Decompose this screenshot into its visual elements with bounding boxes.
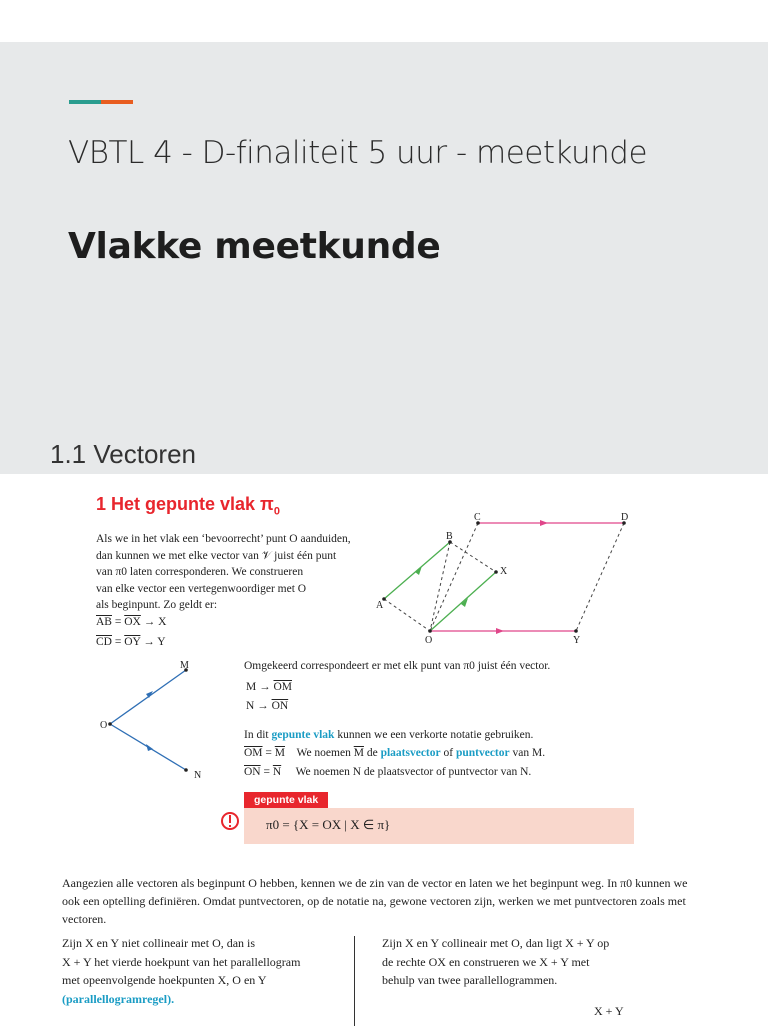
dashed-oc xyxy=(430,523,478,631)
accent-bar xyxy=(69,100,133,104)
map-m: $M \to \overline{OM}$ xyxy=(246,680,293,693)
label-o: O xyxy=(100,720,108,731)
right-column xyxy=(382,934,667,990)
left-line: X + Y het vierde hoekpunt van het parallellogram xyxy=(62,954,301,969)
left-column xyxy=(62,934,347,1008)
right-line: Zijn X en Y collineair met O, dan ligt X + Y op xyxy=(382,936,610,950)
notation-line: In dit gepunte vlak kunnen we een verkorte notatie gebruiken. xyxy=(244,728,534,741)
point-y xyxy=(574,629,578,633)
definition-om: $\overline{OM} = \overline{M}$ We noemen $\overline{M}$ de plaatsvector of puntvector van M. xyxy=(244,747,546,759)
definition-on: $\overline{ON} = \overline{N}$ We noemen N de plaatsvector of puntvector van N. xyxy=(244,765,532,778)
column-divider xyxy=(354,936,355,1026)
point-o xyxy=(428,629,432,633)
vector-ox xyxy=(430,572,496,631)
warning-icon xyxy=(220,810,240,832)
equation-ab: $\overline{AB} = \overline{OX} \to X$ xyxy=(96,616,167,628)
parallelogram-diagram xyxy=(370,510,640,650)
point-x xyxy=(494,570,498,574)
label-o: O xyxy=(425,635,433,646)
document-page xyxy=(0,474,768,1024)
label-y: Y xyxy=(573,635,581,646)
sum-label: X + Y xyxy=(594,1004,624,1018)
intro-line: Als we in het vlak een ‘bevoorrecht’ punt O aanduiden, xyxy=(96,533,351,545)
equation-cd: $\overline{CD} = \overline{OY} \to Y$ xyxy=(96,636,166,648)
dashed-ao xyxy=(384,599,430,631)
vector-om xyxy=(110,670,186,724)
right-line: de rechte OX en construeren we X + Y met xyxy=(382,954,590,969)
intro-line: dan kunnen we met elke vector van 𝒱 juist één punt xyxy=(96,549,337,562)
intro-paragraph xyxy=(96,531,366,614)
vector-angle-diagram xyxy=(96,658,216,783)
left-line: (parallellogramregel). xyxy=(62,991,175,1006)
course-subtitle: VBTL 4 - D-finaliteit 5 uur - meetkunde xyxy=(68,135,648,171)
point-o xyxy=(108,722,112,726)
label-d: D xyxy=(621,512,629,523)
dashed-ob xyxy=(430,542,450,631)
dashed-bx xyxy=(450,542,496,572)
notation-block xyxy=(244,658,604,780)
definition-tag: gepunte vlak xyxy=(244,792,328,808)
converse-line: Omgekeerd correspondeert er met elk punt van π0 juist één vector. xyxy=(244,660,551,672)
page-title: Vlakke meetkunde xyxy=(68,226,441,267)
accent-bar-teal xyxy=(69,100,101,104)
arrow-head xyxy=(496,628,504,634)
point-n xyxy=(184,768,188,772)
label-a: A xyxy=(376,600,384,611)
accent-bar-orange xyxy=(101,100,133,104)
right-line: behulp van twee parallellogrammen. xyxy=(382,973,558,987)
intro-line: van π0 laten corresponderen. We construeren xyxy=(96,566,304,578)
arrow-head xyxy=(540,520,548,526)
dashed-yd xyxy=(576,523,624,631)
label-x: X xyxy=(500,566,508,577)
label-c: C xyxy=(474,512,481,523)
intro-line: als beginpunt. Zo geldt er: xyxy=(96,599,218,611)
intro-line: van elke vector een vertegenwoordiger met O xyxy=(96,582,307,595)
left-line: Zijn X en Y niet collineair met O, dan is xyxy=(62,936,256,950)
section-heading[interactable]: 1.1 Vectoren xyxy=(50,439,196,469)
definition-formula: π0 = {X = OX | X ∈ π} xyxy=(266,817,391,832)
label-b: B xyxy=(446,531,453,542)
definition-box xyxy=(244,808,634,844)
label-n: N xyxy=(194,770,202,781)
body-paragraph: Aangezien alle vectoren als beginpunt O hebben, kennen we de zin van de vector en laten we het beginpunt weg. In π0 kunnen we ook een optelling definiëren. Omdat puntvectoren, op de notatie na, gewone vectoren zijn, werken we met puntvectoren zoals met vectoren. xyxy=(62,876,688,926)
hero-banner xyxy=(0,42,768,474)
label-m: M xyxy=(180,660,189,671)
document-heading: 1 Het gepunte vlak $\pi_0$ xyxy=(96,494,280,518)
left-line: met opeenvolgende hoekpunten X, O en Y xyxy=(62,973,267,987)
map-n: $N \to \overline{ON}$ xyxy=(246,700,289,712)
